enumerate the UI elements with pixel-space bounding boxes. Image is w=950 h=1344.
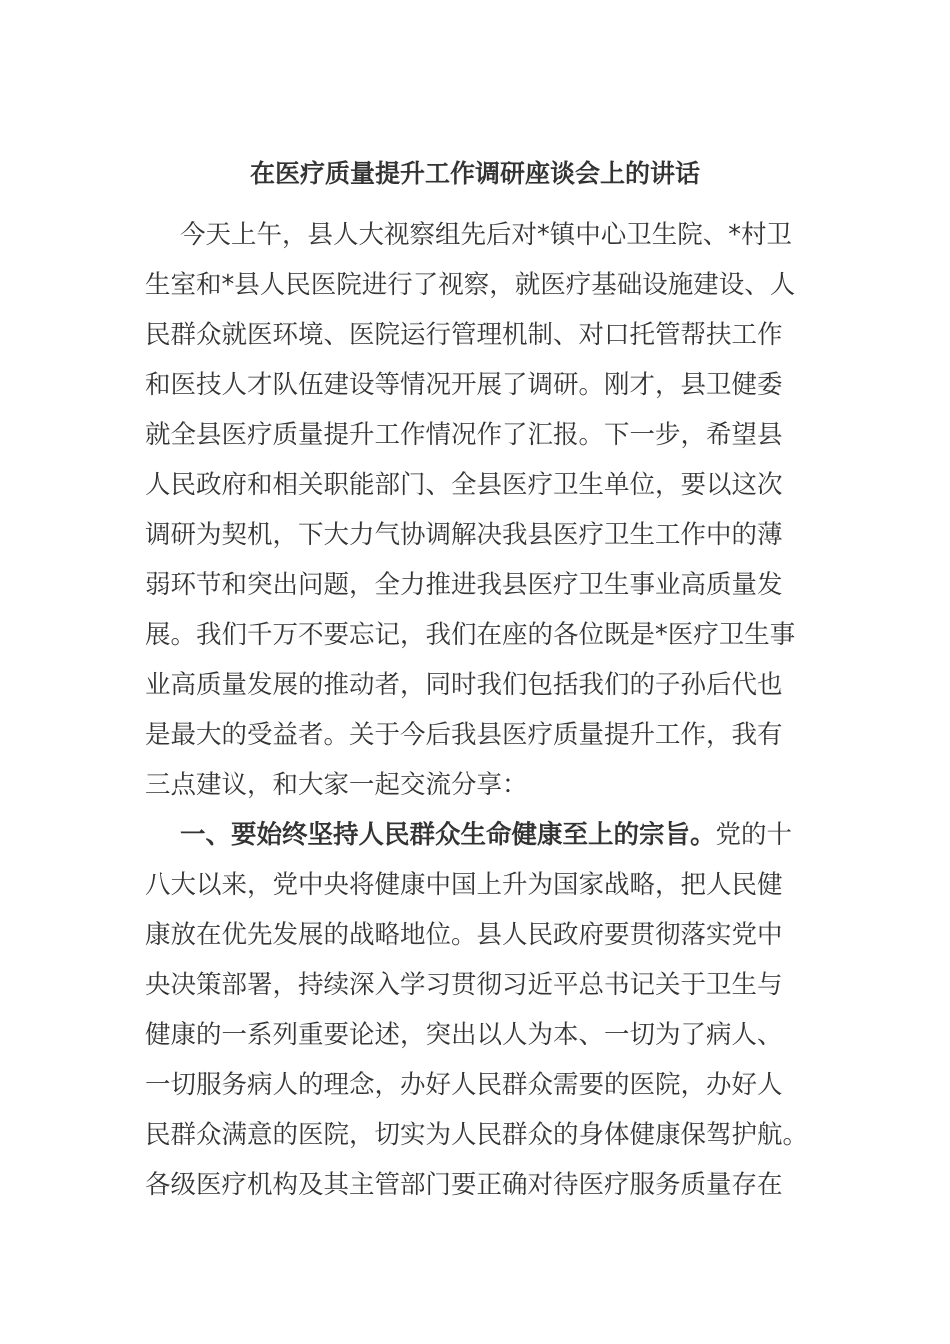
section-heading: 一、要始终坚持人民群众生命健康至上的宗旨。 — [180, 820, 716, 850]
paragraph-2-line-3: 康放在优先发展的战略地位。县人民政府要贯彻落实党中 — [145, 920, 783, 950]
paragraph-2-line-1 — [180, 810, 840, 860]
paragraph-1-line-4: 和医技人才队伍建设等情况开展了调研。刚才，县卫健委 — [145, 370, 783, 400]
paragraph-2-line-6: 一切服务病人的理念，办好人民群众需要的医院，办好人 — [145, 1070, 783, 1100]
paragraph-2-line-5: 健康的一系列重要论述，突出以人为本、一切为了病人、 — [145, 1020, 783, 1050]
paragraph-2-line-2: 八大以来，党中央将健康中国上升为国家战略，把人民健 — [145, 870, 783, 900]
paragraph-1-line-2: 生室和*县人民医院进行了视察，就医疗基础设施建设、人 — [145, 270, 796, 300]
paragraph-1-line-8: 弱环节和突出问题，全力推进我县医疗卫生事业高质量发 — [145, 570, 783, 600]
paragraph-2-line-4: 央决策部署，持续深入学习贯彻习近平总书记关于卫生与 — [145, 970, 783, 1000]
paragraph-1-line-1: 今天上午，县人大视察组先后对*镇中心卫生院、*村卫 — [180, 220, 793, 250]
paragraph-1-line-6: 人民政府和相关职能部门、全县医疗卫生单位，要以这次 — [145, 470, 783, 500]
paragraph-1-line-3: 民群众就医环境、医院运行管理机制、对口托管帮扶工作 — [145, 320, 783, 350]
paragraph-1-line-10: 业高质量发展的推动者，同时我们包括我们的子孙后代也 — [145, 670, 783, 700]
section-heading-continuation: 党的十 — [715, 820, 793, 850]
paragraph-1-line-9: 展。我们千万不要忘记，我们在座的各位既是*医疗卫生事 — [145, 620, 796, 650]
paragraph-1-line-5: 就全县医疗质量提升工作情况作了汇报。下一步，希望县 — [145, 420, 783, 450]
paragraph-1-line-11: 是最大的受益者。关于今后我县医疗质量提升工作，我有 — [145, 720, 783, 750]
document-title: 在医疗质量提升工作调研座谈会上的讲话 — [249, 159, 700, 188]
paragraph-2-line-7: 民群众满意的医院，切实为人民群众的身体健康保驾护航。 — [145, 1120, 809, 1150]
paragraph-1-line-7: 调研为契机，下大力气协调解决我县医疗卫生工作中的薄 — [145, 520, 783, 550]
paragraph-1-line-12: 三点建议，和大家一起交流分享： — [145, 770, 528, 800]
paragraph-2-line-8: 各级医疗机构及其主管部门要正确对待医疗服务质量存在 — [145, 1170, 783, 1200]
